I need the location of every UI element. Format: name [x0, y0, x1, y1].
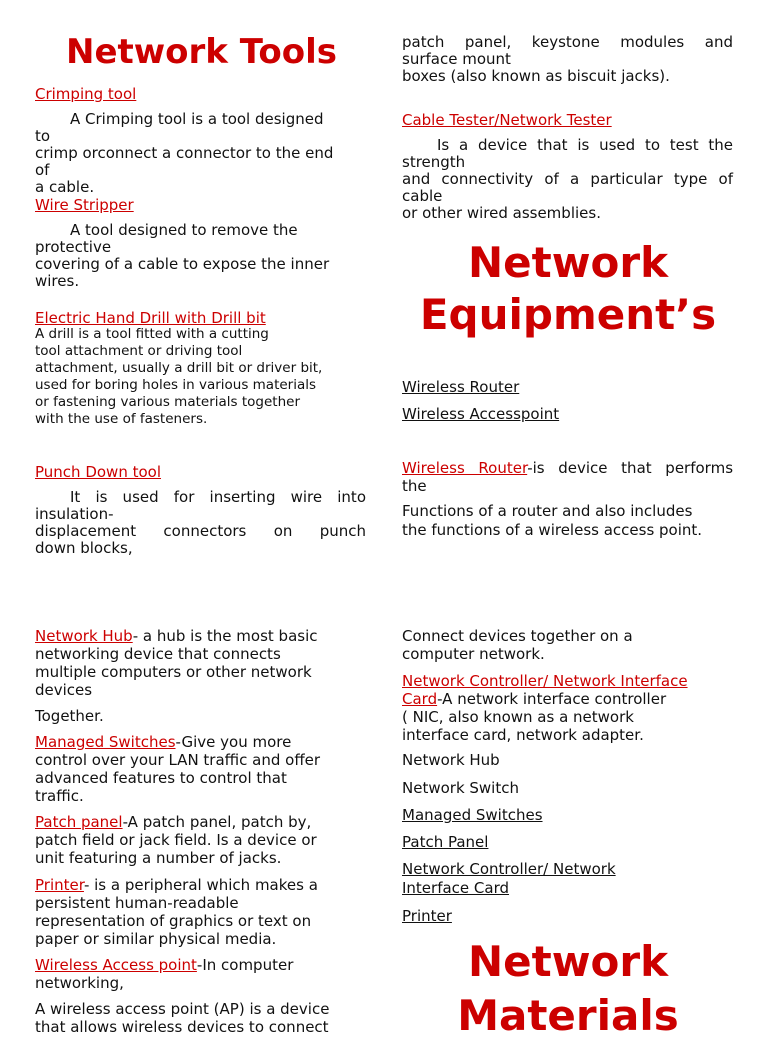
- punch-down-desc: [35, 489, 366, 557]
- printer-line2: persistent human-readable: [35, 894, 239, 912]
- printer-line4: paper or similar physical media.: [35, 930, 277, 948]
- network-hub-link[interactable]: Network Hub: [35, 627, 133, 645]
- list-network-hub: Network Hub: [402, 751, 500, 769]
- stripper-line2: covering of a cable to expose the inner: [35, 255, 330, 273]
- crimping-line2: crimp orconnect a connector to the end: [35, 144, 334, 162]
- stripper-line3: wires.: [35, 272, 80, 290]
- drill-desc: [35, 326, 375, 428]
- drill-line: or fastening various materials together: [35, 394, 300, 410]
- equip-title-line2: Equipment’s: [419, 290, 717, 339]
- hub-rest1: - a hub is the most basic: [132, 627, 318, 645]
- managed-line2: control over your LAN traffic and offer: [35, 751, 321, 769]
- punch-down-link[interactable]: Punch Down tool: [35, 463, 161, 481]
- managed-switches-desc: [35, 733, 375, 805]
- punch-line1: It is used for inserting wire into: [70, 488, 366, 506]
- tester-line1: Is a device that is used to test the: [437, 136, 733, 154]
- router-line3: the functions of a wireless access point.: [402, 521, 703, 539]
- nic-line4: interface card, network adapter.: [402, 726, 644, 744]
- wire-stripper-link[interactable]: Wire Stripper: [35, 196, 134, 214]
- connect-line2: computer network.: [402, 645, 545, 663]
- list-managed-switches[interactable]: Managed Switches: [402, 806, 543, 824]
- drill-line: tool attachment or driving tool: [35, 343, 243, 359]
- punch-line1b: insulation-: [35, 505, 114, 523]
- network-materials-title: [385, 935, 751, 1043]
- crimping-line3: a cable.: [35, 178, 95, 196]
- wap-line3: A wireless access point (AP) is a device: [35, 1000, 330, 1018]
- connect-line1: Connect devices together on a: [402, 627, 633, 645]
- wap-rest1: -In computer: [196, 956, 294, 974]
- tester-line1b: strength: [402, 153, 466, 171]
- printer-line3: representation of graphics or text on: [35, 912, 312, 930]
- list-printer[interactable]: Printer: [402, 907, 452, 925]
- list-patch-panel[interactable]: Patch Panel: [402, 833, 489, 851]
- wireless-router-desc-2: [402, 502, 742, 540]
- crimping-line1: A Crimping tool is a tool designed: [70, 110, 324, 128]
- drill-link[interactable]: Electric Hand Drill with Drill bit: [35, 309, 266, 327]
- router-rest1: -is device that performs: [527, 459, 734, 477]
- crimping-line2b: of: [35, 161, 50, 179]
- list-wireless-router[interactable]: Wireless Router: [402, 378, 520, 396]
- printer-link[interactable]: Printer: [35, 876, 84, 894]
- crimping-line1b: to: [35, 127, 51, 145]
- wireless-ap-desc-2: [35, 1000, 375, 1036]
- wire-stripper-desc: [35, 222, 366, 290]
- list-nic-line2: Interface Card: [402, 879, 510, 897]
- equip-title-line1: Network: [467, 238, 668, 287]
- patch-rest1: -A patch panel, patch by,: [122, 813, 312, 831]
- managed-line3: advanced features to control that: [35, 769, 287, 787]
- hub-line4: devices: [35, 681, 93, 699]
- wireless-router-link[interactable]: Wireless Router: [402, 459, 528, 477]
- hub-together: Together.: [35, 707, 104, 725]
- patch-cont-line1: patch panel, keystone modules and: [402, 33, 733, 51]
- hub-line2: networking device that connects: [35, 645, 281, 663]
- nic-link-2[interactable]: Card: [402, 690, 438, 708]
- punch-line3: down blocks,: [35, 539, 133, 557]
- drill-line: with the use of fasteners.: [35, 411, 208, 427]
- patch-line3: unit featuring a number of jacks.: [35, 849, 282, 867]
- list-network-switch: Network Switch: [402, 779, 519, 797]
- drill-line: used for boring holes in various materials: [35, 377, 317, 393]
- crimping-tool-link[interactable]: Crimping tool: [35, 85, 137, 103]
- list-nic-line1: Network Controller/ Network: [402, 860, 616, 878]
- patch-panel-link[interactable]: Patch panel: [35, 813, 123, 831]
- wireless-router-desc: [402, 459, 733, 495]
- patch-cont-line3: boxes (also known as biscuit jacks).: [402, 67, 670, 85]
- network-equipment-title: [385, 237, 751, 341]
- managed-line4: traffic.: [35, 787, 84, 805]
- patch-line2: patch field or jack field. Is a device or: [35, 831, 317, 849]
- network-tools-title: Network Tools: [66, 32, 338, 72]
- cable-tester-desc: [402, 137, 733, 222]
- hub-line3: multiple computers or other network: [35, 663, 312, 681]
- nic-line3: ( NIC, also known as a network: [402, 708, 634, 726]
- printer-rest1: - is a peripheral which makes a: [83, 876, 318, 894]
- list-network-controller[interactable]: [402, 860, 616, 898]
- patch-cont-line2: surface mount: [402, 50, 511, 68]
- list-wireless-accesspoint[interactable]: Wireless Accesspoint: [402, 405, 560, 423]
- wireless-ap-desc: [35, 956, 375, 992]
- tester-line3: or other wired assemblies.: [402, 204, 601, 222]
- printer-desc: [35, 876, 375, 948]
- stripper-line1b: protective: [35, 238, 112, 256]
- drill-line: A drill is a tool fitted with a cutting: [35, 326, 269, 342]
- wap-line4: that allows wireless devices to connect: [35, 1018, 329, 1036]
- cable-tester-link[interactable]: Cable Tester/Network Tester: [402, 111, 612, 129]
- nic-desc: [402, 672, 742, 744]
- managed-rest1: -Give you more: [175, 733, 292, 751]
- drill-line: attachment, usually a drill bit or driver bit,: [35, 360, 323, 376]
- nic-rest2: -A network interface controller: [437, 690, 667, 708]
- wireless-ap-link[interactable]: Wireless Access point: [35, 956, 197, 974]
- wap-line2: networking,: [35, 974, 124, 992]
- router-line2: Functions of a router and also includes: [402, 502, 693, 520]
- crimping-tool-desc: [35, 111, 366, 196]
- punch-line2: displacement connectors on punch: [35, 522, 366, 540]
- patch-panel-cont: [402, 34, 733, 85]
- router-line1b: the: [402, 477, 427, 495]
- managed-switches-link[interactable]: Managed Switches: [35, 733, 176, 751]
- materials-title-line1: Network: [467, 937, 668, 986]
- materials-title-line2: Materials: [457, 991, 679, 1040]
- tester-line2b: cable: [402, 187, 443, 205]
- stripper-line1: A tool designed to remove the: [70, 221, 298, 239]
- patch-panel-desc: [35, 813, 375, 867]
- connect-devices-desc: [402, 627, 742, 663]
- nic-link-1[interactable]: Network Controller/ Network Interface: [402, 672, 688, 690]
- tester-line2: and connectivity of a particular type of: [402, 170, 733, 188]
- network-hub-desc: [35, 627, 375, 699]
